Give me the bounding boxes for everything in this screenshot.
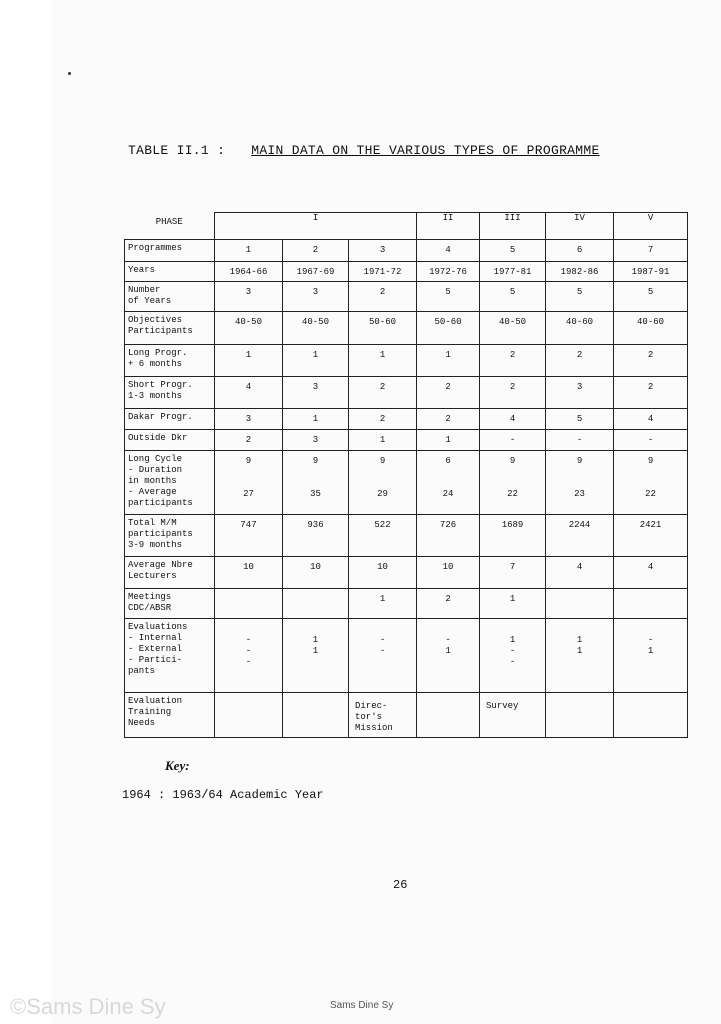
cell-value: 4 (576, 561, 583, 572)
row-label-text: Outside Dkr (128, 432, 188, 443)
table-row (125, 429, 688, 450)
table-cell (546, 450, 614, 514)
table-cell (349, 588, 417, 618)
row-label (125, 588, 215, 618)
table-cell (614, 450, 688, 514)
phase-header-ii: II (417, 213, 480, 240)
phase-header-i: I (215, 213, 417, 240)
row-label-text: Meetings CDC/ABSR (128, 591, 172, 613)
table-cell (417, 281, 480, 311)
table-cell (417, 588, 480, 618)
table-cell (283, 450, 349, 514)
table-cell (614, 376, 688, 408)
key-heading: Key: (165, 758, 190, 773)
row-label (125, 618, 215, 692)
table-cell (614, 239, 688, 261)
cell-value: 5 (576, 413, 583, 424)
cell-value: 726 (439, 519, 457, 530)
table-cell (614, 408, 688, 429)
table-cell (349, 514, 417, 556)
table-cell (283, 376, 349, 408)
table-cell (215, 514, 283, 556)
table-cell (480, 588, 546, 618)
cell-value: 3 (312, 286, 319, 297)
table-cell (417, 429, 480, 450)
programme-data-table (124, 212, 688, 738)
cell-value: 10 (442, 561, 454, 572)
table-cell (546, 344, 614, 376)
cell-value: 1 1 (312, 634, 319, 656)
table-cell (614, 429, 688, 450)
cell-value: 2 (647, 381, 654, 392)
table-cell (283, 514, 349, 556)
table-cell (349, 408, 417, 429)
row-label-text: Evaluations - Internal - External - Partici- pants (128, 621, 188, 676)
table-cell (215, 408, 283, 429)
table-cell (546, 588, 614, 618)
table-cell (417, 514, 480, 556)
row-label (125, 450, 215, 514)
table-cell (417, 239, 480, 261)
cell-value: - 1 (445, 634, 451, 656)
table-cell (215, 692, 283, 737)
row-label-text: Total M/M participants 3-9 months (128, 517, 193, 550)
table-cell (283, 692, 349, 737)
phase-header-row (125, 213, 688, 240)
table-row (125, 692, 688, 737)
table-cell (546, 514, 614, 556)
cell-value: 1 (312, 349, 319, 360)
table-row (125, 261, 688, 281)
cell-value: 40-50 (234, 316, 262, 327)
table-cell (614, 588, 688, 618)
table-cell (349, 450, 417, 514)
row-label-text: Short Progr. 1-3 months (128, 379, 193, 401)
cell-value: 2 (245, 434, 252, 445)
cell-value: 4 (647, 561, 654, 572)
cell-value: 50-60 (369, 316, 397, 327)
cell-value: 2 (312, 244, 319, 255)
table-cell (614, 311, 688, 344)
cell-value: 1 (379, 349, 386, 360)
table-cell (283, 588, 349, 618)
table-cell (215, 429, 283, 450)
cell-value: 1 (445, 349, 451, 360)
cell-value: 9 27 (243, 455, 254, 499)
cell-value: - (647, 434, 654, 445)
table-row (125, 618, 688, 692)
table-row (125, 281, 688, 311)
cell-value: 40-50 (301, 316, 329, 327)
cell-value: 2 (445, 593, 451, 604)
table-row (125, 408, 688, 429)
cell-value: - - - (245, 634, 252, 667)
cell-value: 5 (509, 244, 516, 255)
table-cell (417, 408, 480, 429)
cell-value: 10 (310, 561, 321, 572)
cell-value: 7 (647, 244, 654, 255)
table-cell (283, 618, 349, 692)
table-cell (546, 311, 614, 344)
table-row (125, 311, 688, 344)
watermark: ©Sams Dine Sy (10, 994, 166, 1019)
table-cell (480, 261, 546, 281)
cell-value: 2 (509, 349, 516, 360)
table-cell (215, 450, 283, 514)
table-cell (546, 692, 614, 737)
row-label-text: Long Cycle - Duration in months - Average participants (128, 453, 193, 508)
table-row (125, 344, 688, 376)
table-row (125, 514, 688, 556)
cell-value: 10 (243, 561, 254, 572)
cell-value: 2 (379, 286, 386, 297)
cell-value: 1 (379, 593, 386, 604)
cell-value: 522 (374, 519, 391, 530)
cell-value: 1 (245, 349, 252, 360)
table-cell (417, 556, 480, 588)
table-cell (417, 692, 480, 737)
table-cell (480, 408, 546, 429)
cell-value: 5 (445, 286, 451, 297)
table-cell (417, 311, 480, 344)
cell-value: 9 23 (574, 455, 585, 499)
table-title (128, 143, 600, 158)
table-cell (614, 261, 688, 281)
row-label (125, 344, 215, 376)
table-cell (546, 556, 614, 588)
table-cell (417, 344, 480, 376)
table-cell (349, 311, 417, 344)
row-label-text: Years (128, 264, 156, 275)
table-cell (283, 261, 349, 281)
cell-value: 1 (245, 244, 252, 255)
table-cell (546, 618, 614, 692)
row-label (125, 514, 215, 556)
table-cell (215, 239, 283, 261)
table-cell (215, 618, 283, 692)
cell-value: 2 (379, 413, 386, 424)
table-cell (349, 556, 417, 588)
cell-value: 2 (379, 381, 386, 392)
cell-value: 9 29 (377, 455, 388, 499)
row-label-text: Objectives Participants (128, 314, 193, 336)
cell-value: 4 (509, 413, 516, 424)
table-cell (417, 618, 480, 692)
table-row (125, 450, 688, 514)
table-cell (417, 261, 480, 281)
table-cell (480, 429, 546, 450)
table-cell (283, 429, 349, 450)
cell-value: 9 22 (507, 455, 518, 499)
table-cell (546, 376, 614, 408)
table-cell (283, 281, 349, 311)
cell-value: 6 (576, 244, 583, 255)
table-cell (546, 239, 614, 261)
cell-value: 5 (647, 286, 654, 297)
table-cell (480, 450, 546, 514)
table-cell (215, 556, 283, 588)
table-cell (480, 239, 546, 261)
row-label-text: Programmes (128, 242, 183, 253)
table-cell (480, 311, 546, 344)
footer-source: Sams Dine Sy (330, 1000, 394, 1011)
table-row (125, 556, 688, 588)
cell-value: 1689 (501, 519, 524, 530)
cell-value: 1 (445, 434, 451, 445)
table-cell (215, 376, 283, 408)
cell-value: 40-60 (566, 316, 594, 327)
table-cell (215, 261, 283, 281)
cell-value: 9 35 (310, 455, 321, 499)
table-cell (546, 281, 614, 311)
cell-value: 5 (509, 286, 516, 297)
table-title-heading: MAIN DATA ON THE VARIOUS TYPES OF PROGRAMME (251, 143, 600, 158)
table-cell (614, 556, 688, 588)
table-cell (546, 408, 614, 429)
table-cell (417, 450, 480, 514)
table-cell (283, 344, 349, 376)
row-label-text: Average Nbre Lecturers (128, 559, 193, 581)
cell-value: 1 (509, 593, 516, 604)
key-text: 1964 : 1963/64 Academic Year (122, 788, 324, 802)
cell-value: 40-50 (499, 316, 527, 327)
cell-value: 1967-69 (296, 266, 335, 277)
cell-value: Direc- tor's Mission (355, 700, 393, 733)
cell-value: 40-60 (637, 316, 665, 327)
table-body (125, 239, 688, 737)
cell-value: 2 (509, 381, 516, 392)
table-cell (614, 281, 688, 311)
table-cell (215, 344, 283, 376)
table-cell (614, 514, 688, 556)
cell-value: 3 (245, 413, 252, 424)
table-cell (349, 261, 417, 281)
row-label (125, 376, 215, 408)
cell-value: 1977-81 (493, 266, 532, 277)
cell-value: 2 (647, 349, 654, 360)
table-cell (480, 376, 546, 408)
cell-value: 2 (445, 381, 451, 392)
table-cell (283, 408, 349, 429)
table-cell (614, 692, 688, 737)
table-cell (283, 556, 349, 588)
cell-value: 1 - - (509, 634, 516, 667)
table-cell (349, 692, 417, 737)
cell-value: 4 (245, 381, 252, 392)
row-label-text: Long Progr. + 6 months (128, 347, 188, 369)
table-cell (215, 311, 283, 344)
table-cell (215, 281, 283, 311)
table-cell (215, 588, 283, 618)
cell-value: - (509, 434, 516, 445)
row-label-text: Number of Years (128, 284, 172, 306)
phase-header-iii: III (480, 213, 546, 240)
cell-value: - (576, 434, 583, 445)
table-cell (283, 239, 349, 261)
cell-value: - 1 (647, 634, 654, 656)
cell-value: 3 (576, 381, 583, 392)
cell-value: 3 (312, 434, 319, 445)
cell-value: Survey (486, 700, 519, 711)
cell-value: 4 (647, 413, 654, 424)
cell-value: 3 (379, 244, 386, 255)
row-label (125, 261, 215, 281)
cell-value: 1 (379, 434, 386, 445)
table-cell (349, 429, 417, 450)
row-label (125, 281, 215, 311)
cell-value: 3 (245, 286, 252, 297)
scan-speck (68, 72, 71, 75)
table-title-label: TABLE II.1 : (128, 143, 226, 158)
cell-value: 2 (576, 349, 583, 360)
table-cell (480, 618, 546, 692)
cell-value: 10 (377, 561, 388, 572)
table-cell (480, 514, 546, 556)
row-label (125, 239, 215, 261)
row-label-text: Evaluation Training Needs (128, 695, 183, 728)
table-cell (480, 344, 546, 376)
table-cell (349, 281, 417, 311)
row-label (125, 311, 215, 344)
table-cell (349, 376, 417, 408)
table-cell (480, 281, 546, 311)
table-cell (614, 618, 688, 692)
cell-value: 1972-76 (429, 266, 467, 277)
cell-value: 9 22 (645, 455, 656, 499)
cell-value: 3 (312, 381, 319, 392)
table-row (125, 588, 688, 618)
cell-value: 1971-72 (363, 266, 402, 277)
table-cell (417, 376, 480, 408)
table-cell (349, 618, 417, 692)
page-number: 26 (393, 878, 408, 892)
cell-value: - - (379, 634, 386, 656)
table-cell (614, 344, 688, 376)
table-cell (480, 556, 546, 588)
cell-value: 1982-86 (560, 266, 599, 277)
cell-value: 50-60 (434, 316, 462, 327)
table-cell (480, 692, 546, 737)
phase-corner-label: PHASE (125, 213, 215, 240)
table-cell (546, 429, 614, 450)
row-label (125, 556, 215, 588)
cell-value: 747 (240, 519, 257, 530)
cell-value: 4 (445, 244, 451, 255)
row-label-text: Dakar Progr. (128, 411, 193, 422)
cell-value: 2244 (568, 519, 591, 530)
cell-value: 5 (576, 286, 583, 297)
cell-value: 1987-91 (631, 266, 670, 277)
row-label (125, 692, 215, 737)
table-cell (283, 311, 349, 344)
cell-value: 936 (307, 519, 324, 530)
phase-header-iv: IV (546, 213, 614, 240)
cell-value: 2 (445, 413, 451, 424)
table-row (125, 376, 688, 408)
cell-value: 2421 (639, 519, 662, 530)
row-label (125, 429, 215, 450)
cell-value: 7 (509, 561, 516, 572)
table-cell (546, 261, 614, 281)
table-cell (349, 239, 417, 261)
cell-value: 1 (312, 413, 319, 424)
table-cell (349, 344, 417, 376)
phase-header-v: V (614, 213, 688, 240)
table-row (125, 239, 688, 261)
cell-value: 1964-66 (229, 266, 268, 277)
cell-value: 1 1 (576, 634, 583, 656)
cell-value: 6 24 (442, 455, 454, 499)
row-label (125, 408, 215, 429)
